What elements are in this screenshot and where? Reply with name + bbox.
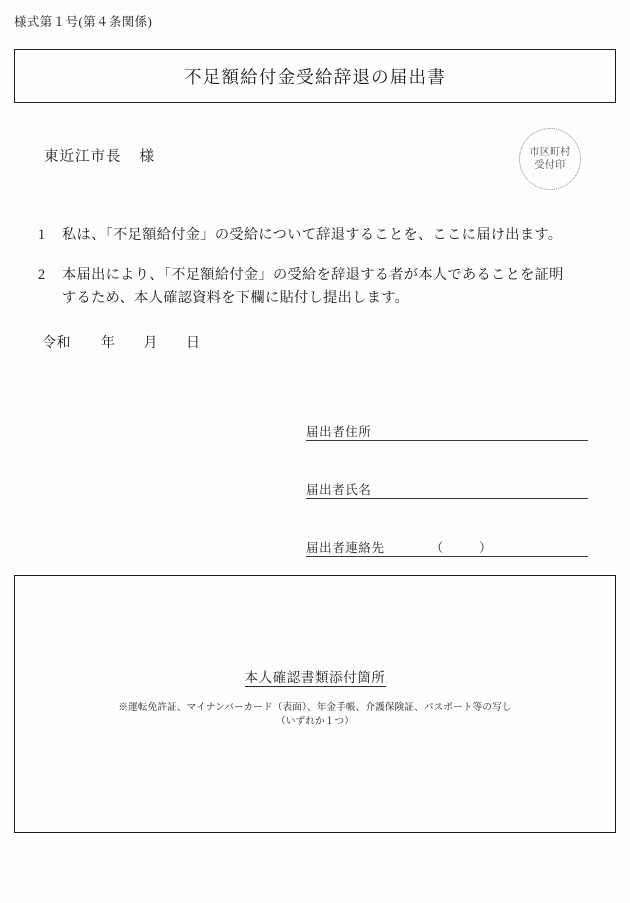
clause-item-2 (32, 264, 614, 310)
date-era: 令和 (42, 336, 71, 351)
attachment-area-note (15, 701, 615, 730)
paren-open: （ (430, 541, 444, 555)
applicant-contact-label: 届出者連絡先 (306, 541, 385, 555)
attachment-note-line2: （いずれか１つ） (276, 716, 354, 728)
title-box (14, 49, 616, 103)
form-number: 様式第１号(第４条関係) (14, 15, 153, 29)
phone-parentheses (431, 538, 492, 556)
applicant-contact-field[interactable] (306, 537, 588, 557)
date-line[interactable] (42, 332, 201, 352)
addressee-honorific: 様 (139, 149, 155, 165)
document-title: 不足額給付金受給辞退の届出書 (184, 66, 446, 87)
date-day-unit: 日 (186, 336, 201, 351)
date-month-unit: 月 (143, 336, 158, 351)
clause-1-text: 私は、「不足額給付金」の受給について辞退することを、ここに届け出ます。 (62, 227, 563, 243)
paren-close: ） (479, 541, 492, 555)
date-year-unit: 年 (101, 336, 116, 351)
applicant-name-label: 届出者氏名 (306, 483, 372, 497)
attachment-note-line1: ※運転免許証、マイナンバーカード（表面）、年金手帳、介護保険証、パスポート等の写し (118, 702, 512, 713)
clause-1-number: 1 (38, 227, 46, 243)
receipt-stamp-circle (519, 128, 581, 190)
addressee (44, 145, 155, 166)
clause-2-number: 2 (38, 267, 46, 283)
clause-item-1 (32, 224, 618, 247)
id-document-attachment-box[interactable] (14, 575, 616, 833)
applicant-address-field[interactable] (306, 421, 588, 441)
clause-2-line2: するため、本人確認資料を下欄に貼付し提出します。 (62, 290, 410, 306)
addressee-name: 東近江市長 (44, 149, 122, 165)
applicant-address-label: 届出者住所 (306, 425, 372, 439)
applicant-name-field[interactable] (306, 479, 588, 499)
receipt-stamp-line1: 市区町村 (529, 146, 571, 158)
receipt-stamp-line2: 受付印 (534, 160, 566, 171)
clause-2-text (62, 264, 614, 310)
attachment-area-title: 本人確認書類添付箇所 (244, 670, 386, 685)
clause-2-line1: 本届出により、「不足額給付金」の受給を辞退する者が本人であることを証明 (62, 267, 564, 283)
